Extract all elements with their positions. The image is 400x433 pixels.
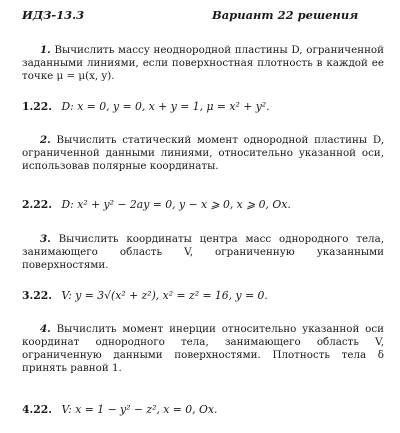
variant-4-number: 4.22.	[22, 403, 53, 416]
task-4	[22, 323, 384, 375]
task-4-number: 4.	[40, 323, 51, 335]
variant-2	[22, 198, 384, 211]
task-1-number: 1.	[40, 44, 51, 56]
variant-1-line	[22, 100, 384, 113]
variant-3	[22, 289, 384, 302]
variant-4-formula: V: x = 1 − y² − z², x = 0, Ox.	[61, 403, 218, 416]
task-3-number: 3.	[40, 233, 51, 245]
task-2-body: Вычислить статический момент однородной пластины D, ограниченной данными линиями, относительно указанной оси, использовав полярные координаты.	[22, 134, 384, 172]
task-4-text	[22, 323, 384, 375]
task-2	[22, 134, 384, 173]
variant-3-line	[22, 289, 384, 302]
task-1-body: Вычислить массу неоднородной пластины D, ограниченной заданными линиями, если поверхностная плотность в каждой ее точке μ = μ(x, y).	[22, 44, 384, 82]
task-1	[22, 44, 384, 83]
variant-3-formula: V: y = 3√(x² + z²), x² = z² = 16, y = 0.	[61, 289, 268, 302]
task-3	[22, 233, 384, 272]
task-1-text	[22, 44, 384, 83]
variant-2-formula: D: x² + y² − 2ay = 0, y − x ⩾ 0, x ⩾ 0, Ox.	[61, 198, 291, 211]
page-header	[0, 8, 400, 26]
variant-1	[22, 100, 384, 113]
task-2-text	[22, 134, 384, 173]
variant-4	[22, 403, 384, 416]
variant-4-line	[22, 403, 384, 416]
header-right: Вариант 22 решения	[212, 8, 359, 22]
task-3-body: Вычислить координаты центра масс однородного тела, занимающего область V, ограниченную указанными поверхностями.	[22, 233, 384, 271]
task-4-body: Вычислить момент инерции относительно указанной оси координат однородного тела, занимающего область V, ограниченную данными поверхностями. Плотность тела δ принять равной 1.	[22, 323, 384, 374]
variant-3-number: 3.22.	[22, 289, 53, 302]
header-left: ИДЗ-13.3	[22, 8, 85, 22]
variant-1-number: 1.22.	[22, 100, 53, 113]
variant-2-number: 2.22.	[22, 198, 53, 211]
variant-2-line	[22, 198, 384, 211]
task-2-number: 2.	[40, 134, 51, 146]
task-3-text	[22, 233, 384, 272]
variant-1-formula: D: x = 0, y = 0, x + y = 1, μ = x² + y².	[61, 100, 270, 113]
